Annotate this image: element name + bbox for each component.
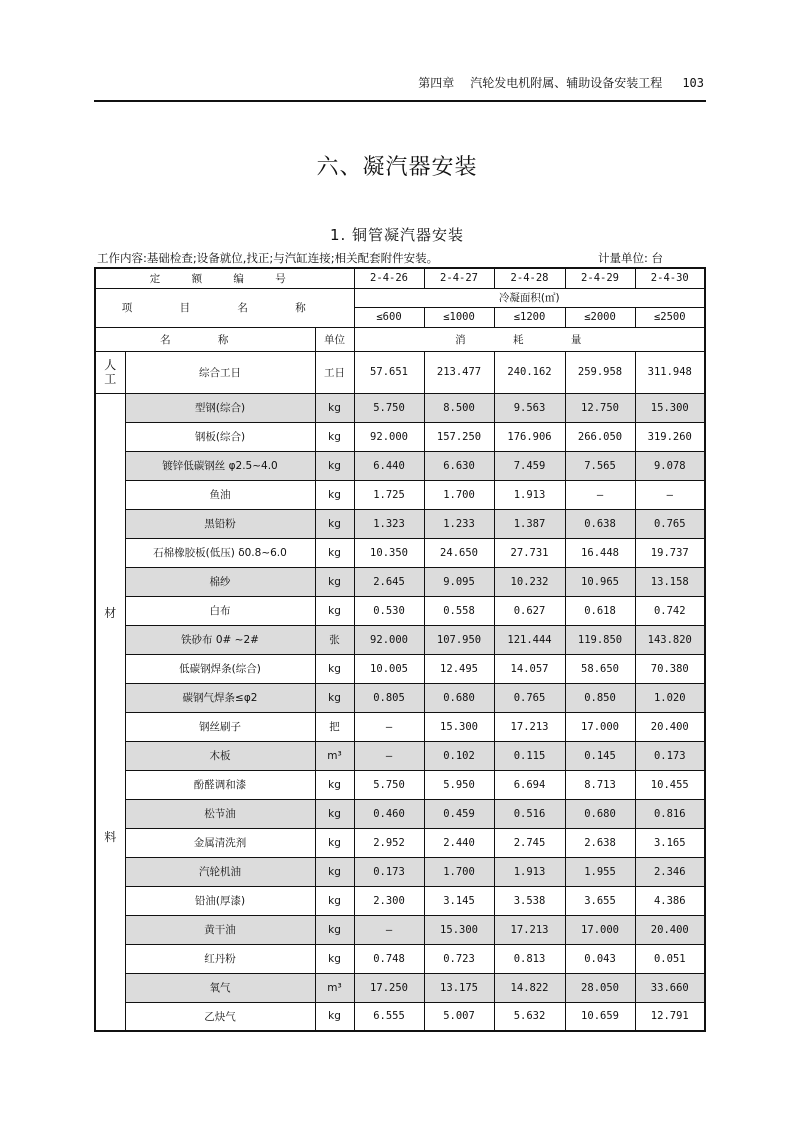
material-value: 3.145 xyxy=(424,886,494,915)
material-value: 9.563 xyxy=(494,393,565,422)
consumption-header: 消 耗 量 xyxy=(354,327,705,351)
material-value: 6.555 xyxy=(354,1002,424,1031)
material-value: 28.050 xyxy=(565,973,635,1002)
material-value: 0.558 xyxy=(424,596,494,625)
material-value: 6.630 xyxy=(424,451,494,480)
labor-value: 57.651 xyxy=(354,351,424,393)
material-row xyxy=(95,1002,705,1031)
material-unit: kg xyxy=(315,828,354,857)
material-value: 0.051 xyxy=(635,944,705,973)
material-name: 钢丝刷子 xyxy=(125,712,315,741)
material-value: 3.538 xyxy=(494,886,565,915)
material-unit: kg xyxy=(315,944,354,973)
material-value: 70.380 xyxy=(635,654,705,683)
quota-table xyxy=(94,267,706,1032)
material-row xyxy=(95,770,705,799)
material-value: 0.850 xyxy=(565,683,635,712)
quota-code: 2-4-30 xyxy=(635,268,705,288)
material-row xyxy=(95,712,705,741)
material-name: 酚醛调和漆 xyxy=(125,770,315,799)
unit-note: 计量单位: 台 xyxy=(598,251,664,265)
material-name: 铁砂布 0# ~2# xyxy=(125,625,315,654)
material-value: 33.660 xyxy=(635,973,705,1002)
material-row xyxy=(95,422,705,451)
material-value: 10.659 xyxy=(565,1002,635,1031)
material-value: 13.158 xyxy=(635,567,705,596)
spec-value: ≤1000 xyxy=(424,307,494,327)
material-row xyxy=(95,567,705,596)
material-name: 黑铅粉 xyxy=(125,509,315,538)
material-name: 金属清洗剂 xyxy=(125,828,315,857)
material-value: 119.850 xyxy=(565,625,635,654)
sub-title: 1. 铜管凝汽器安装 xyxy=(329,226,465,244)
material-name: 石棉橡胶板(低压) δ0.8~6.0 xyxy=(125,538,315,567)
material-unit: kg xyxy=(315,886,354,915)
material-value: 0.043 xyxy=(565,944,635,973)
material-row xyxy=(95,509,705,538)
material-value: 5.750 xyxy=(354,770,424,799)
column-header-row xyxy=(95,327,705,351)
material-value: 10.005 xyxy=(354,654,424,683)
material-row xyxy=(95,683,705,712)
header-rule xyxy=(94,100,706,102)
material-name: 棉纱 xyxy=(125,567,315,596)
labor-value: 213.477 xyxy=(424,351,494,393)
material-value: 1.913 xyxy=(494,857,565,886)
material-value: 2.645 xyxy=(354,567,424,596)
material-row xyxy=(95,393,705,422)
material-value: 5.750 xyxy=(354,393,424,422)
material-name: 白布 xyxy=(125,596,315,625)
material-unit: kg xyxy=(315,857,354,886)
material-value: 14.057 xyxy=(494,654,565,683)
material-row xyxy=(95,654,705,683)
material-value: 157.250 xyxy=(424,422,494,451)
quota-code: 2-4-28 xyxy=(494,268,565,288)
labor-unit: 工日 xyxy=(315,351,354,393)
material-name: 汽轮机油 xyxy=(125,857,315,886)
material-value: 0.530 xyxy=(354,596,424,625)
labor-value: 240.162 xyxy=(494,351,565,393)
work-content: 工作内容:基础检查;设备就位,找正;与汽缸连接;相关配套附件安装。 xyxy=(97,251,439,265)
spec-group-row xyxy=(95,288,705,307)
material-value: 1.913 xyxy=(494,480,565,509)
material-value: 0.680 xyxy=(565,799,635,828)
material-row xyxy=(95,451,705,480)
material-value: 2.300 xyxy=(354,886,424,915)
material-value: 0.748 xyxy=(354,944,424,973)
quota-code: 2-4-29 xyxy=(565,268,635,288)
material-row xyxy=(95,741,705,770)
running-header xyxy=(94,74,704,92)
material-value: 92.000 xyxy=(354,422,424,451)
material-name: 木板 xyxy=(125,741,315,770)
spec-value: ≤1200 xyxy=(494,307,565,327)
material-value: 58.650 xyxy=(565,654,635,683)
material-value: 13.175 xyxy=(424,973,494,1002)
material-value: 10.455 xyxy=(635,770,705,799)
material-value: 1.323 xyxy=(354,509,424,538)
material-category-top: 材 xyxy=(104,605,117,620)
material-name: 乙炔气 xyxy=(125,1002,315,1031)
section-title: 六、凝汽器安装 xyxy=(316,155,478,180)
material-name: 低碳钢焊条(综合) xyxy=(125,654,315,683)
material-value: 1.725 xyxy=(354,480,424,509)
material-value: 0.816 xyxy=(635,799,705,828)
material-value: 319.260 xyxy=(635,422,705,451)
material-unit: kg xyxy=(315,393,354,422)
material-value: 4.386 xyxy=(635,886,705,915)
material-value: 0.173 xyxy=(635,741,705,770)
material-value: 0.102 xyxy=(424,741,494,770)
material-category-bottom: 料 xyxy=(104,829,117,844)
material-value: — xyxy=(354,712,424,741)
material-value: 9.095 xyxy=(424,567,494,596)
material-name: 氧气 xyxy=(125,973,315,1002)
material-value: 15.300 xyxy=(424,712,494,741)
labor-row xyxy=(95,351,705,393)
material-name: 钢板(综合) xyxy=(125,422,315,451)
material-row xyxy=(95,480,705,509)
material-value: 2.638 xyxy=(565,828,635,857)
material-unit: kg xyxy=(315,799,354,828)
material-value: 107.950 xyxy=(424,625,494,654)
material-value: 0.742 xyxy=(635,596,705,625)
material-value: 0.516 xyxy=(494,799,565,828)
quota-code-label: 定 额 编 号 xyxy=(95,268,354,288)
labor-value: 311.948 xyxy=(635,351,705,393)
material-value: 0.145 xyxy=(565,741,635,770)
material-value: 0.638 xyxy=(565,509,635,538)
material-value: 6.694 xyxy=(494,770,565,799)
material-value: 0.115 xyxy=(494,741,565,770)
labor-value: 259.958 xyxy=(565,351,635,393)
material-value: 0.723 xyxy=(424,944,494,973)
material-value: 3.165 xyxy=(635,828,705,857)
material-value: 1.955 xyxy=(565,857,635,886)
material-value: 5.632 xyxy=(494,1002,565,1031)
material-value: 5.950 xyxy=(424,770,494,799)
material-value: 5.007 xyxy=(424,1002,494,1031)
material-value: 7.565 xyxy=(565,451,635,480)
material-value: 143.820 xyxy=(635,625,705,654)
labor-category: 人工 xyxy=(95,351,125,393)
material-name: 铅油(厚漆) xyxy=(125,886,315,915)
material-name: 红丹粉 xyxy=(125,944,315,973)
item-name-label: 项 目 名 称 xyxy=(95,288,354,327)
material-unit: m³ xyxy=(315,741,354,770)
material-name: 鱼油 xyxy=(125,480,315,509)
material-value: 10.232 xyxy=(494,567,565,596)
material-row xyxy=(95,538,705,567)
material-unit: kg xyxy=(315,1002,354,1031)
material-value: 15.300 xyxy=(635,393,705,422)
material-value: 0.459 xyxy=(424,799,494,828)
material-unit: kg xyxy=(315,422,354,451)
material-value: 0.627 xyxy=(494,596,565,625)
material-unit: 张 xyxy=(315,625,354,654)
material-value: 1.387 xyxy=(494,509,565,538)
material-unit: kg xyxy=(315,915,354,944)
material-value: 2.745 xyxy=(494,828,565,857)
material-row xyxy=(95,915,705,944)
chapter-title: 汽轮发电机附属、辅助设备安装工程 xyxy=(470,76,663,90)
material-category xyxy=(95,393,125,1031)
material-unit: kg xyxy=(315,654,354,683)
material-value: 12.791 xyxy=(635,1002,705,1031)
material-value: 16.448 xyxy=(565,538,635,567)
material-value: 266.050 xyxy=(565,422,635,451)
material-value: — xyxy=(354,915,424,944)
material-unit: kg xyxy=(315,509,354,538)
material-value: 14.822 xyxy=(494,973,565,1002)
material-value: 19.737 xyxy=(635,538,705,567)
labor-name: 综合工日 xyxy=(125,351,315,393)
material-value: 15.300 xyxy=(424,915,494,944)
material-value: 10.350 xyxy=(354,538,424,567)
material-value: 0.680 xyxy=(424,683,494,712)
material-value: 10.965 xyxy=(565,567,635,596)
material-value: 3.655 xyxy=(565,886,635,915)
material-row xyxy=(95,799,705,828)
material-value: — xyxy=(635,480,705,509)
material-value: 1.020 xyxy=(635,683,705,712)
material-unit: kg xyxy=(315,567,354,596)
material-value: 7.459 xyxy=(494,451,565,480)
material-value: — xyxy=(565,480,635,509)
material-value: 121.444 xyxy=(494,625,565,654)
quota-code: 2-4-26 xyxy=(354,268,424,288)
page-number: 103 xyxy=(682,76,704,90)
spec-value: ≤600 xyxy=(354,307,424,327)
material-value: 92.000 xyxy=(354,625,424,654)
material-unit: kg xyxy=(315,451,354,480)
material-value: 9.078 xyxy=(635,451,705,480)
material-value: — xyxy=(354,741,424,770)
material-row xyxy=(95,828,705,857)
name-column-header: 名 称 xyxy=(95,327,315,351)
material-unit: kg xyxy=(315,770,354,799)
material-unit: m³ xyxy=(315,973,354,1002)
material-row xyxy=(95,625,705,654)
material-value: 1.233 xyxy=(424,509,494,538)
material-value: 8.713 xyxy=(565,770,635,799)
material-unit: 把 xyxy=(315,712,354,741)
material-value: 2.346 xyxy=(635,857,705,886)
chapter-number: 第四章 xyxy=(418,76,455,90)
material-value: 176.906 xyxy=(494,422,565,451)
spec-value: ≤2500 xyxy=(635,307,705,327)
material-row xyxy=(95,886,705,915)
quota-code: 2-4-27 xyxy=(424,268,494,288)
material-row xyxy=(95,857,705,886)
material-value: 20.400 xyxy=(635,712,705,741)
material-unit: kg xyxy=(315,596,354,625)
material-value: 0.618 xyxy=(565,596,635,625)
material-unit: kg xyxy=(315,480,354,509)
material-value: 1.700 xyxy=(424,857,494,886)
spec-group-label: 冷凝面积(㎡) xyxy=(354,288,705,307)
material-value: 17.250 xyxy=(354,973,424,1002)
material-row xyxy=(95,973,705,1002)
material-value: 17.213 xyxy=(494,712,565,741)
spec-value: ≤2000 xyxy=(565,307,635,327)
material-value: 6.440 xyxy=(354,451,424,480)
material-name: 松节油 xyxy=(125,799,315,828)
material-value: 0.173 xyxy=(354,857,424,886)
material-value: 0.460 xyxy=(354,799,424,828)
material-row xyxy=(95,596,705,625)
material-value: 12.750 xyxy=(565,393,635,422)
material-value: 8.500 xyxy=(424,393,494,422)
material-value: 12.495 xyxy=(424,654,494,683)
material-value: 1.700 xyxy=(424,480,494,509)
material-value: 27.731 xyxy=(494,538,565,567)
material-name: 镀锌低碳钢丝 φ2.5~4.0 xyxy=(125,451,315,480)
material-value: 17.213 xyxy=(494,915,565,944)
material-name: 碳钢气焊条≤φ2 xyxy=(125,683,315,712)
material-value: 20.400 xyxy=(635,915,705,944)
material-unit: kg xyxy=(315,538,354,567)
material-value: 0.805 xyxy=(354,683,424,712)
material-value: 17.000 xyxy=(565,712,635,741)
unit-column-header: 单位 xyxy=(315,327,354,351)
material-value: 2.440 xyxy=(424,828,494,857)
material-value: 17.000 xyxy=(565,915,635,944)
material-value: 0.813 xyxy=(494,944,565,973)
material-value: 0.765 xyxy=(494,683,565,712)
material-name: 黄干油 xyxy=(125,915,315,944)
quota-code-row xyxy=(95,268,705,288)
material-value: 24.650 xyxy=(424,538,494,567)
material-unit: kg xyxy=(315,683,354,712)
material-row xyxy=(95,944,705,973)
material-value: 0.765 xyxy=(635,509,705,538)
material-name: 型钢(综合) xyxy=(125,393,315,422)
material-value: 2.952 xyxy=(354,828,424,857)
